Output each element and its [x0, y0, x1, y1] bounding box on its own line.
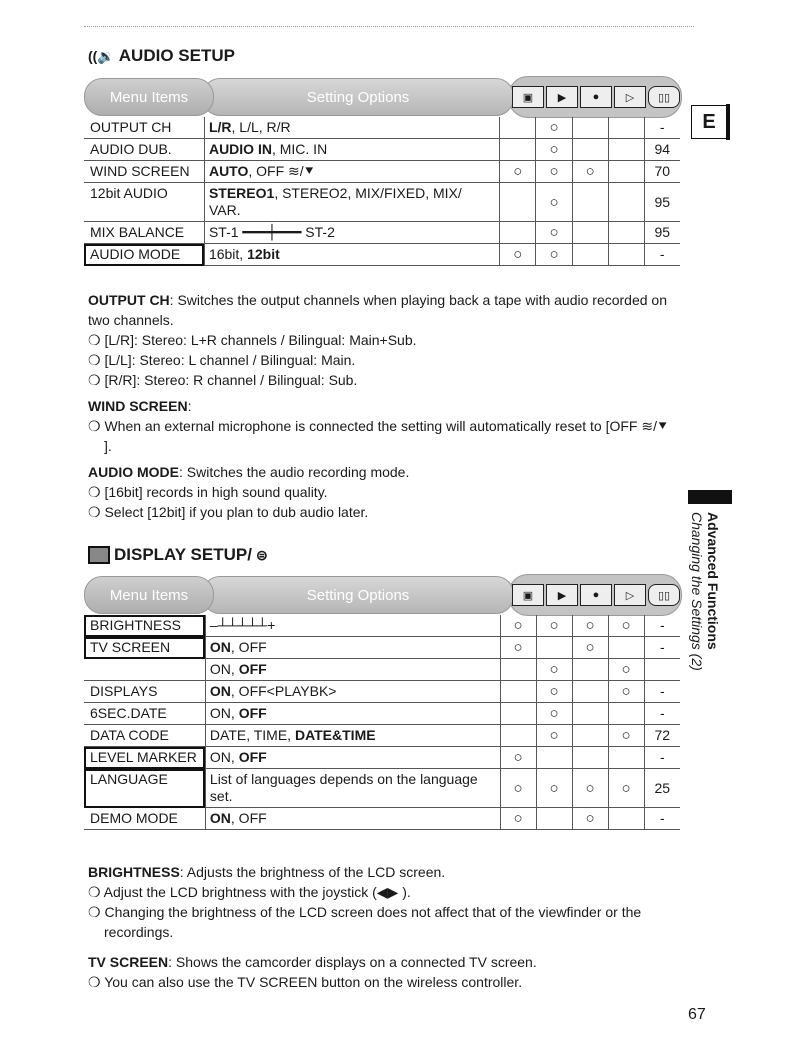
mode-availability-cell	[500, 725, 536, 747]
bullet-text: Adjust the LCD brightness with the joystick (◀▶ ).	[103, 884, 411, 900]
table-row	[84, 161, 680, 183]
mode-availability-cell: ○	[536, 769, 572, 808]
mode-availability-cell: ○	[608, 615, 644, 637]
mode-availability-cell	[572, 244, 608, 266]
setting-options-cell	[205, 703, 500, 725]
mode-availability-cell	[608, 117, 644, 139]
audio-mode-label: AUDIO MODE	[88, 464, 179, 480]
menu-item-cell	[84, 659, 205, 681]
setting-options-cell	[204, 161, 499, 183]
mode-availability-cell: ○	[536, 703, 572, 725]
page-ref-cell: -	[644, 244, 680, 266]
setting-options-cell	[205, 659, 500, 681]
audio-setup-table	[84, 117, 680, 266]
mode-availability-cell: ○	[536, 222, 572, 244]
list-item: ❍ [L/L]: Stereo: L channel / Bilingual: Main.	[88, 352, 356, 368]
mode-availability-cell: ○	[572, 808, 608, 830]
table-row	[84, 808, 680, 830]
list-item: ❍ Changing the brightness of the LCD screen does not affect that of the viewfinder or the recordings.	[88, 904, 642, 940]
menu-item-cell: DATA CODE	[84, 725, 205, 747]
list-item: ❍ You can also use the TV SCREEN button on the wireless controller.	[88, 974, 523, 990]
display-setup-table	[84, 615, 680, 830]
audio-descriptions	[88, 290, 678, 522]
mode-availability-cell: ○	[608, 659, 644, 681]
page-ref-cell: -	[644, 117, 680, 139]
mode-availability-cell: ○	[500, 615, 536, 637]
mode-availability-cell	[500, 139, 536, 161]
page-ref-cell: -	[644, 747, 680, 769]
mode-availability-cell: ○	[536, 117, 572, 139]
mode-availability-cell: ○	[536, 659, 572, 681]
option-text: DATE, TIME,	[209, 727, 295, 743]
menu-item-cell: 12bit AUDIO	[84, 183, 204, 222]
mode-availability-cell: ○	[500, 637, 536, 659]
setting-options-cell	[205, 747, 500, 769]
menu-item-cell: OUTPUT CH	[84, 117, 204, 139]
default-option: OFF	[238, 661, 267, 677]
page-ref-cell: -	[644, 681, 680, 703]
output-ch-text: : Switches the output channels when playing back a tape with audio recorded on two channels.	[88, 292, 667, 328]
wind-label: WIND SCREEN	[88, 398, 188, 414]
bullet-text: [L/L]: Stereo: L channel / Bilingual: Main.	[104, 352, 356, 368]
page-ref-cell: -	[644, 703, 680, 725]
mode-availability-cell	[572, 747, 608, 769]
mode-availability-cell	[572, 117, 608, 139]
brightness-text: : Adjusts the brightness of the LCD screen.	[179, 864, 446, 880]
mode-availability-cell	[500, 117, 536, 139]
mode-availability-cell	[500, 659, 536, 681]
play-mode-icon: ▶	[546, 584, 578, 606]
list-item: ❍ When an external microphone is connected the setting will automatically reset to [OFF ≋/⯆ ].	[88, 418, 669, 454]
card-play-icon: ▷	[614, 584, 646, 606]
mode-availability-cell: ○	[608, 769, 644, 808]
mode-availability-cell	[608, 747, 644, 769]
mode-availability-cell	[572, 681, 608, 703]
menu-item-cell: TV SCREEN	[84, 637, 205, 659]
option-text: , MIC. IN	[271, 141, 328, 157]
setting-options-cell	[205, 725, 500, 747]
mode-availability-cell: ○	[536, 244, 572, 266]
table-row	[84, 615, 680, 637]
display-setup-title: DISPLAY SETUP/	[114, 545, 252, 564]
setting-options-cell	[205, 637, 500, 659]
table-row	[84, 725, 680, 747]
card-camera-icon: ●	[580, 86, 612, 108]
mode-availability-cell	[500, 703, 536, 725]
menu-item-cell: AUDIO DUB.	[84, 139, 204, 161]
mode-availability-cell: ○	[536, 139, 572, 161]
mode-availability-cell: ○	[572, 769, 608, 808]
setting-options-cell	[205, 681, 500, 703]
mode-availability-cell: ○	[536, 183, 572, 222]
option-text: ON,	[209, 749, 239, 765]
table-row	[84, 139, 680, 161]
page-number: 67	[688, 1006, 706, 1023]
page-ref-cell: 70	[644, 161, 680, 183]
option-text: , OFF	[230, 639, 267, 655]
speaker-icon: ((🔉	[88, 47, 115, 64]
page-ref-cell: 95	[644, 183, 680, 222]
chapter-marker	[688, 490, 732, 504]
output-ch-label: OUTPUT CH	[88, 292, 170, 308]
mode-availability-cell	[608, 222, 644, 244]
mode-availability-cell	[608, 808, 644, 830]
page-ref-cell	[644, 659, 680, 681]
setting-options-cell	[204, 139, 499, 161]
tv-text: : Shows the camcorder displays on a connected TV screen.	[168, 954, 537, 970]
option-text: ST-1 ━━━┿━━━ ST-2	[208, 224, 335, 240]
audio-setup-heading	[88, 46, 235, 66]
mode-availability-cell: ○	[536, 725, 572, 747]
table-row	[84, 681, 680, 703]
camera-mode-icon: ▣	[512, 86, 544, 108]
bullet-text: You can also use the TV SCREEN button on the wireless controller.	[104, 974, 523, 990]
mode-availability-cell: ○	[500, 747, 536, 769]
page-ref-cell: -	[644, 615, 680, 637]
audio-mode-desc	[88, 462, 678, 482]
list-item: ❍ [L/R]: Stereo: L+R channels / Bilingual: Main+Sub.	[88, 332, 417, 348]
bullet-text: Select [12bit] if you plan to dub audio later.	[104, 504, 369, 520]
card-play-icon: ▷	[614, 86, 646, 108]
option-text: 16bit,	[208, 246, 248, 262]
setting-options-cell	[204, 244, 499, 266]
setting-options-cell	[204, 117, 499, 139]
table-row	[84, 659, 680, 681]
default-option: OFF	[238, 749, 267, 765]
mode-availability-cell: ○	[608, 681, 644, 703]
table-row	[84, 244, 680, 266]
list-item: ❍ [R/R]: Stereo: R channel / Bilingual: Sub.	[88, 372, 358, 388]
mode-availability-cell: ○	[500, 769, 536, 808]
list-item: ❍ Select [12bit] if you plan to dub audio later.	[88, 504, 369, 520]
page-ref-cell: 95	[644, 222, 680, 244]
option-text: ON,	[209, 705, 239, 721]
menu-item-cell: 6SEC.DATE	[84, 703, 205, 725]
mode-availability-cell	[572, 703, 608, 725]
mode-availability-cell: ○	[500, 808, 536, 830]
option-text: , OFF<PLAYBK>	[230, 683, 337, 699]
tv-remote-icon: ⊜	[255, 546, 268, 563]
menu-item-cell: DEMO MODE	[84, 808, 205, 830]
default-option: ON	[209, 810, 231, 826]
display-table-header	[84, 574, 680, 614]
mode-availability-cell: ○	[572, 637, 608, 659]
page-ref-cell: -	[644, 637, 680, 659]
menu-item-cell: BRIGHTNESS	[84, 615, 205, 637]
page-ref-cell: 94	[644, 139, 680, 161]
mode-availability-cell: ○	[500, 244, 536, 266]
mode-availability-cell	[500, 222, 536, 244]
option-text: ON,	[209, 661, 239, 677]
tv-label: TV SCREEN	[88, 954, 169, 970]
table-row	[84, 222, 680, 244]
mode-availability-cell	[500, 183, 536, 222]
mode-availability-cell	[500, 681, 536, 703]
mode-availability-cell	[572, 725, 608, 747]
play-mode-icon: ▶	[546, 86, 578, 108]
menu-items-header: Menu Items	[84, 576, 214, 614]
menu-item-cell: WIND SCREEN	[84, 161, 204, 183]
mode-availability-cell	[572, 139, 608, 161]
mode-availability-cell	[608, 161, 644, 183]
menu-items-header: Menu Items	[84, 78, 214, 116]
default-option: AUDIO IN	[208, 141, 272, 157]
display-icon	[88, 546, 110, 564]
table-row	[84, 747, 680, 769]
audio-mode-text: : Switches the audio recording mode.	[179, 464, 410, 480]
language-tab: E	[691, 105, 727, 139]
output-ch-desc	[88, 290, 678, 330]
page-ref-cell: 72	[644, 725, 680, 747]
mode-availability-cell	[608, 139, 644, 161]
table-row	[84, 703, 680, 725]
menu-item-cell: DISPLAYS	[84, 681, 205, 703]
menu-item-cell: LANGUAGE	[84, 769, 205, 808]
mode-availability-cell: ○	[572, 615, 608, 637]
display-setup-heading	[88, 545, 268, 565]
mode-availability-cell	[608, 637, 644, 659]
option-text: –┴┴┴┴┴+	[209, 617, 276, 633]
mode-availability-cell	[572, 183, 608, 222]
table-row	[84, 183, 680, 222]
setting-options-cell	[204, 183, 499, 222]
table-row	[84, 117, 680, 139]
brightness-label: BRIGHTNESS	[88, 864, 180, 880]
default-option: L/R	[208, 119, 232, 135]
mode-availability-cell: ○	[536, 615, 572, 637]
mode-availability-cell	[536, 808, 572, 830]
tv-screen-desc	[88, 952, 678, 972]
wind-screen-desc	[88, 396, 678, 416]
chapter-title	[687, 512, 727, 682]
setting-options-header: Setting Options	[202, 576, 514, 614]
mode-availability-cell: ○	[536, 681, 572, 703]
top-rule	[84, 26, 694, 28]
option-text: , OFF	[230, 810, 267, 826]
mode-availability-cell	[572, 659, 608, 681]
list-item: ❍ [16bit] records in high sound quality.	[88, 484, 328, 500]
default-option: AUTO	[208, 163, 249, 179]
option-text: List of languages depends on the language set.	[209, 771, 478, 804]
page-ref-cell: -	[644, 808, 680, 830]
bullet-text: [L/R]: Stereo: L+R channels / Bilingual: Main+Sub.	[104, 332, 417, 348]
list-item: ❍ Adjust the LCD brightness with the joystick (◀▶ ).	[88, 884, 411, 900]
menu-item-cell: LEVEL MARKER	[84, 747, 205, 769]
setting-options-cell	[205, 615, 500, 637]
mode-availability-cell: ○	[500, 161, 536, 183]
default-option: DATE&TIME	[294, 727, 376, 743]
mode-availability-cell	[608, 244, 644, 266]
default-option: 12bit	[247, 246, 280, 262]
chapter-title-sub: Changing the Settings (2)	[689, 512, 705, 671]
table-row	[84, 637, 680, 659]
setting-options-cell	[205, 769, 500, 808]
book-icon: ▯▯	[648, 86, 680, 108]
mode-availability-cell: ○	[536, 161, 572, 183]
mode-availability-cell: ○	[608, 725, 644, 747]
default-option: ON	[209, 639, 231, 655]
default-option: STEREO1	[208, 185, 275, 201]
default-option: ON	[209, 683, 231, 699]
book-icon: ▯▯	[648, 584, 680, 606]
audio-setup-title: AUDIO SETUP	[118, 46, 235, 65]
option-text: , OFF ≋/⯆	[248, 163, 315, 179]
mode-availability-cell	[608, 183, 644, 222]
menu-item-cell: AUDIO MODE	[84, 244, 204, 266]
setting-options-cell	[205, 808, 500, 830]
brightness-desc	[88, 862, 678, 882]
setting-options-cell	[204, 222, 499, 244]
option-text: , L/L, R/R	[231, 119, 291, 135]
camera-mode-icon: ▣	[512, 584, 544, 606]
mode-availability-cell	[536, 637, 572, 659]
mode-availability-cell: ○	[572, 161, 608, 183]
bullet-text: When an external microphone is connected the setting will automatically reset to [OFF ≋/⯆ ].	[104, 418, 669, 454]
bullet-text: [R/R]: Stereo: R channel / Bilingual: Sub.	[104, 372, 358, 388]
mode-availability-cell	[572, 222, 608, 244]
page-ref-cell: 25	[644, 769, 680, 808]
mode-availability-cell	[608, 703, 644, 725]
chapter-title-main: Advanced Functions	[705, 512, 721, 650]
audio-table-header	[84, 76, 680, 116]
menu-item-cell: MIX BALANCE	[84, 222, 204, 244]
option-text: , STEREO2, MIX/FIXED, MIX/ VAR.	[208, 185, 462, 218]
default-option: OFF	[238, 705, 267, 721]
bullet-text: [16bit] records in high sound quality.	[104, 484, 328, 500]
wind-colon: :	[187, 398, 192, 414]
table-row	[84, 769, 680, 808]
setting-options-header: Setting Options	[202, 78, 514, 116]
card-camera-icon: ●	[580, 584, 612, 606]
mode-availability-cell	[536, 747, 572, 769]
display-descriptions	[88, 862, 678, 992]
bullet-text: Changing the brightness of the LCD screen does not affect that of the viewfinder or the recordings.	[104, 904, 642, 940]
